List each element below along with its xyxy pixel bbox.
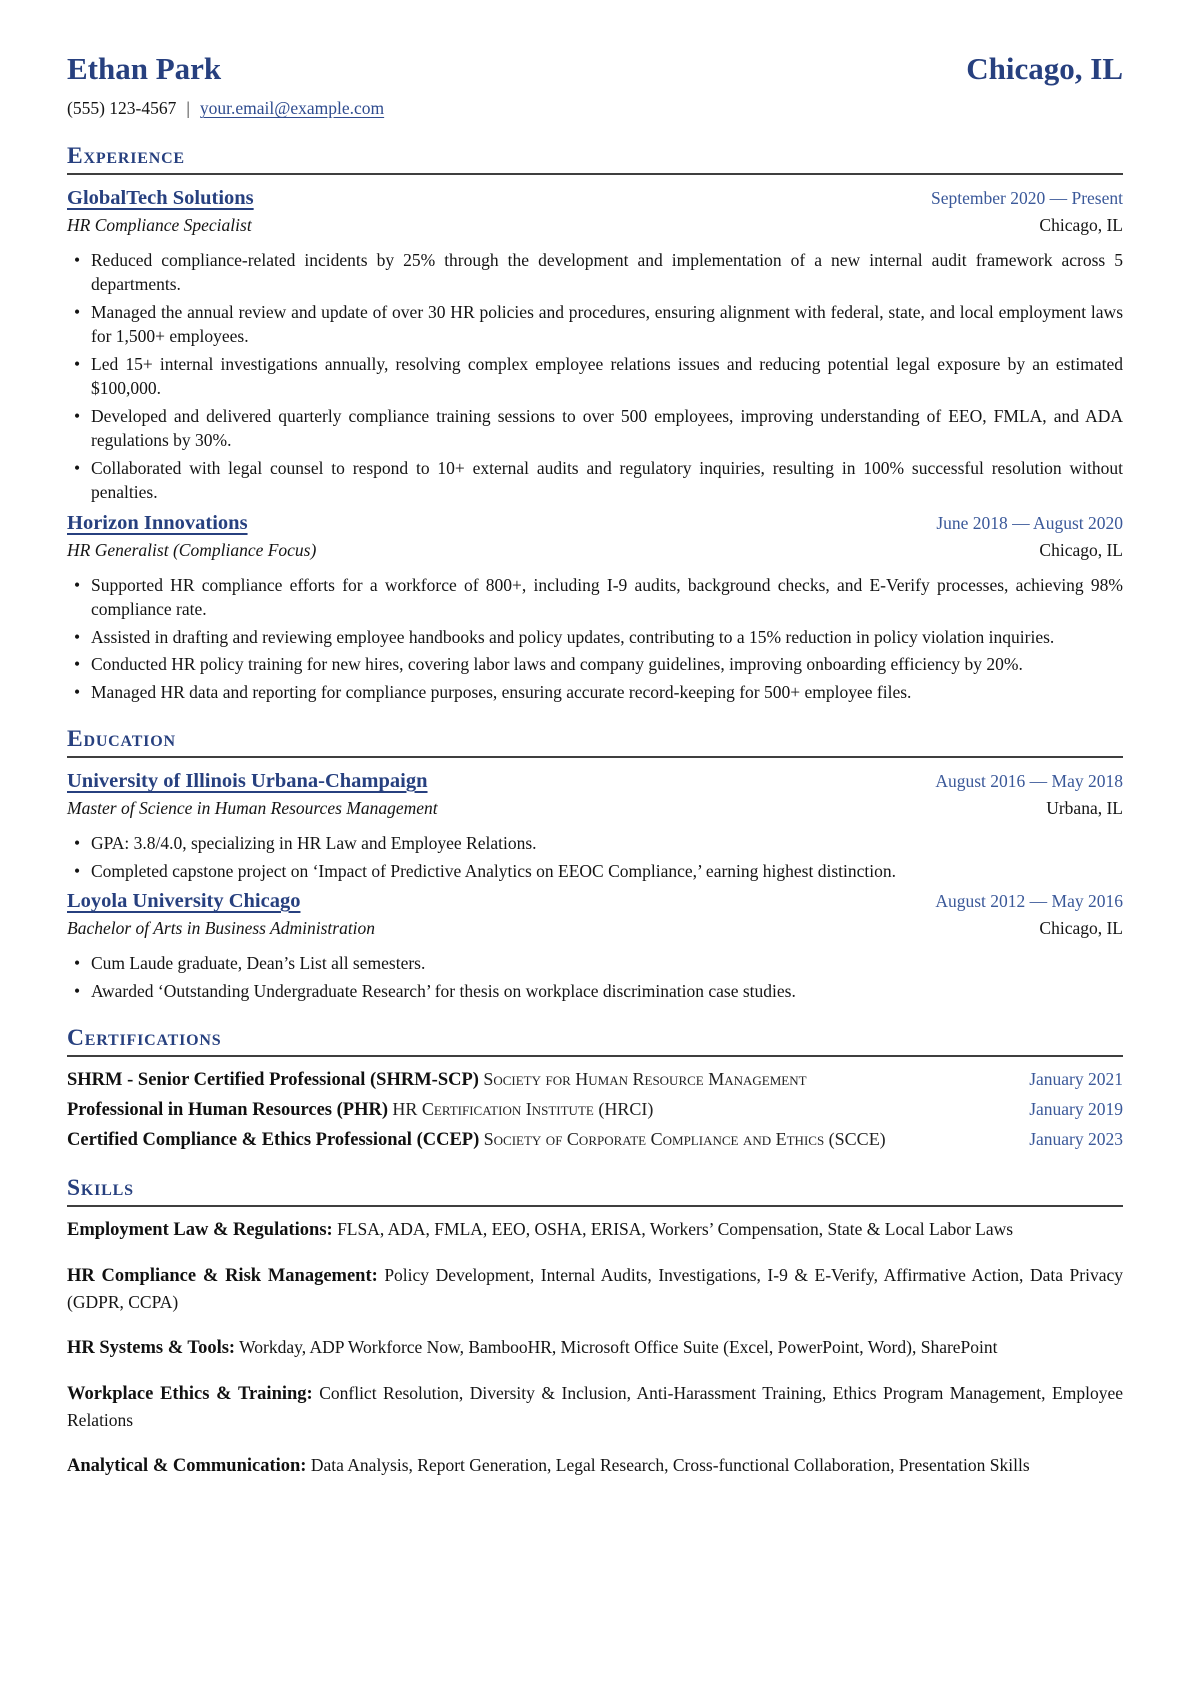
section-rule [67,756,1123,758]
certifications-title: Certifications [67,1025,222,1051]
skills-title: Skills [67,1175,134,1201]
degree: Bachelor of Arts in Business Administration [67,918,376,938]
skill-item [67,1216,1123,1243]
education-entry [67,887,1123,1003]
certification-main [67,1096,1015,1123]
bullet-item: • Led 15+ internal investigations annually, resolving complex employee relations issues and reducing potential legal exposure by an estimated $100,000. [67,352,1123,401]
job-entry [67,184,1123,505]
bullet-item: • Cum Laude graduate, Dean’s List all semesters. [67,951,1123,976]
skill-list: Data Analysis, Report Generation, Legal Research, Cross-functional Collaboration, Presentation Skills [310,1455,1030,1475]
skill-item [67,1334,1123,1361]
bullet-item: • Managed the annual review and update of over 30 HR policies and procedures, ensuring alignment with federal, state, and local employment laws for 1,500+ employees. [67,300,1123,349]
bullet-item: • GPA: 3.8/4.0, specializing in HR Law and Employee Relations. [67,831,1123,856]
certification-issuer: Society of Corporate Compliance and Ethics (SCCE) [483,1129,886,1149]
section-experience [67,142,1123,705]
bullet-item: • Completed capstone project on ‘Impact of Predictive Analytics on EEOC Compliance,’ earning highest distinction. [67,859,1123,884]
job-header-row [67,184,1123,212]
contact-separator: | [186,98,190,118]
experience-title: Experience [67,142,185,169]
job-bullet-list [67,573,1123,705]
certification-main [67,1066,1015,1093]
skill-category: HR Systems & Tools: [67,1338,236,1358]
bullet-item: • Assisted in drafting and reviewing employee handbooks and policy updates, contributing to a 15% reduction in policy violation inquiries. [67,625,1123,650]
certification-item [67,1096,1123,1123]
institution-link[interactable]: University of Illinois Urbana-Champaign [67,770,428,792]
education-location: Chicago, IL [1039,918,1123,938]
education-bullet-list [67,831,1123,883]
job-dates: June 2018 — August 2020 [936,512,1123,533]
education-title: Education [67,726,176,752]
skill-list: Conflict Resolution, Diversity & Inclusion, Anti-Harassment Training, Ethics Program Management, Employee Relations [67,1383,1123,1430]
education-header-row [67,767,1123,795]
bullet-item: • Supported HR compliance efforts for a workforce of 800+, including I-9 audits, background checks, and E-Verify processes, achieving 98% compliance rate. [67,573,1123,622]
job-entry [67,509,1123,705]
job-location: Chicago, IL [1039,539,1123,560]
bullet-item: • Reduced compliance-related incidents by 25% through the development and implementation of a new internal audit framework across 5 departments. [67,248,1123,297]
certification-date: January 2019 [1029,1099,1123,1119]
header [67,50,1123,88]
education-subheader-row [67,795,1123,822]
skill-list: Workday, ADP Workforce Now, BambooHR, Microsoft Office Suite (Excel, PowerPoint, Word), SharePoint [239,1337,998,1357]
section-rule [67,173,1123,175]
certification-issuer: Society for Human Resource Management [483,1069,807,1089]
job-role: HR Compliance Specialist [67,214,252,235]
phone-number: (555) 123-4567 [67,98,177,118]
certification-date: January 2021 [1029,1069,1123,1089]
company-link[interactable]: GlobalTech Solutions [67,186,254,209]
job-dates: September 2020 — Present [931,187,1123,208]
job-location: Chicago, IL [1039,214,1123,235]
institution-link[interactable]: Loyola University Chicago [67,890,301,912]
certification-item [67,1066,1123,1093]
bullet-item: • Developed and delivered quarterly compliance training sessions to over 500 employees, improving understanding of EEO, FMLA, and ADA regulations by 30%. [67,404,1123,453]
job-subheader-row [67,537,1123,564]
company-link[interactable]: Horizon Innovations [67,511,248,534]
certification-date: January 2023 [1029,1129,1123,1149]
section-rule [67,1055,1123,1057]
bullet-item: • Collaborated with legal counsel to respond to 10+ external audits and regulatory inquiries, resulting in 100% successful resolution without penalties. [67,456,1123,505]
certification-item [67,1126,1123,1153]
job-bullet-list [67,248,1123,505]
certification-name: SHRM - Senior Certified Professional (SHRM-SCP) [67,1070,479,1090]
education-dates: August 2016 — May 2018 [935,771,1123,791]
degree: Master of Science in Human Resources Management [67,798,438,818]
job-subheader-row [67,212,1123,239]
skill-category: Employment Law & Regulations: [67,1220,333,1240]
skill-list: Policy Development, Internal Audits, Investigations, I-9 & E-Verify, Affirmative Action, Data Privacy (GDPR, CCPA) [67,1265,1123,1312]
certification-issuer: HR Certification Institute (HRCI) [392,1099,654,1119]
skill-category: Analytical & Communication: [67,1456,307,1476]
certification-name: Certified Compliance & Ethics Professional (CCEP) [67,1130,480,1150]
skill-item [67,1380,1123,1433]
certification-name: Professional in Human Resources (PHR) [67,1100,389,1120]
skill-category: HR Compliance & Risk Management: [67,1266,378,1286]
skill-category: Workplace Ethics & Training: [67,1384,313,1404]
person-name: Ethan Park [67,51,222,86]
section-skills [67,1174,1123,1479]
certification-main [67,1126,1015,1153]
header-location: Chicago, IL [966,51,1123,86]
job-role: HR Generalist (Compliance Focus) [67,539,317,560]
job-header-row [67,509,1123,537]
section-education [67,725,1123,1003]
education-location: Urbana, IL [1046,798,1123,818]
section-rule [67,1205,1123,1207]
skill-item [67,1262,1123,1315]
education-entry [67,767,1123,883]
bullet-item: • Awarded ‘Outstanding Undergraduate Research’ for thesis on workplace discrimination case studies. [67,979,1123,1004]
contact-line [67,96,1123,121]
skill-item [67,1452,1123,1479]
education-bullet-list [67,951,1123,1003]
bullet-item: • Conducted HR policy training for new hires, covering labor laws and company guidelines, improving onboarding efficiency by 20%. [67,652,1123,677]
education-dates: August 2012 — May 2016 [935,891,1123,911]
education-subheader-row [67,915,1123,942]
education-header-row [67,887,1123,915]
bullet-item: • Managed HR data and reporting for compliance purposes, ensuring accurate record-keeping for 500+ employee files. [67,680,1123,705]
section-certifications [67,1024,1123,1153]
skill-list: FLSA, ADA, FMLA, EEO, OSHA, ERISA, Workers’ Compensation, State & Local Labor Laws [337,1219,1014,1239]
email-link[interactable]: your.email@example.com [199,98,385,118]
